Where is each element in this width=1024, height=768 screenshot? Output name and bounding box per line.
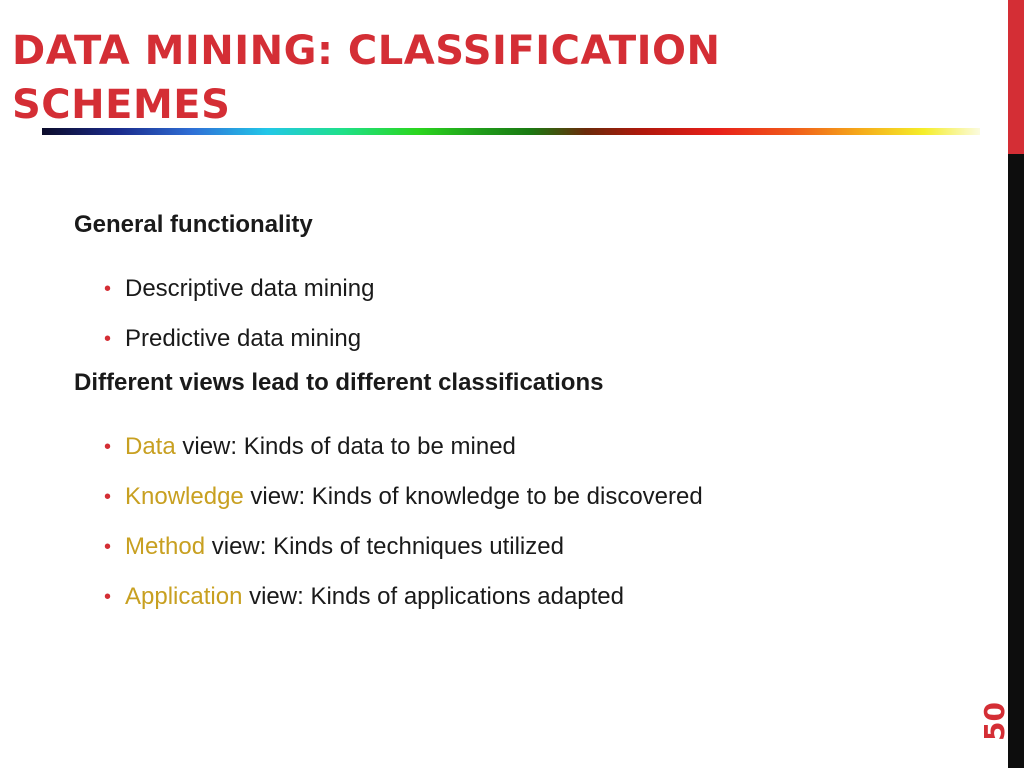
bullet-icon: • [104,436,112,458]
bullet-icon: • [104,586,112,608]
view-keyword: Knowledge [125,483,244,510]
list-item [74,472,974,522]
bullet-icon: • [104,328,112,350]
title-divider [42,128,980,135]
view-description: view: Kinds of applications adapted [242,583,624,610]
page-number-text: 50 [977,701,1011,741]
view-description: view: Kinds of knowledge to be discovered [243,483,703,510]
side-bar-dark [1008,154,1024,768]
views-list [74,422,974,622]
list-item [74,572,974,622]
view-description: view: Kinds of techniques utilized [205,533,564,560]
list-item-text: Descriptive data mining [125,275,375,302]
view-keyword: Data [125,433,176,460]
bullet-icon: • [104,278,112,300]
view-keyword: Method [125,533,206,560]
page-number [977,696,1011,746]
list-item [74,522,974,572]
view-keyword: Application [125,583,243,610]
heading-different-views: Different views lead to different classifications [74,369,604,396]
list-item [74,314,974,364]
side-bar-accent [1008,0,1024,154]
slide-body [74,206,974,622]
general-functionality-list [74,264,974,364]
list-item-text: Predictive data mining [125,325,362,352]
view-description: view: Kinds of data to be mined [175,433,516,460]
heading-general-functionality: General functionality [74,211,313,238]
slide-title: DATA MINING: CLASSIFICATION SCHEMES [12,28,721,128]
list-item [74,264,974,314]
list-item [74,422,974,472]
bullet-icon: • [104,486,112,508]
bullet-icon: • [104,536,112,558]
